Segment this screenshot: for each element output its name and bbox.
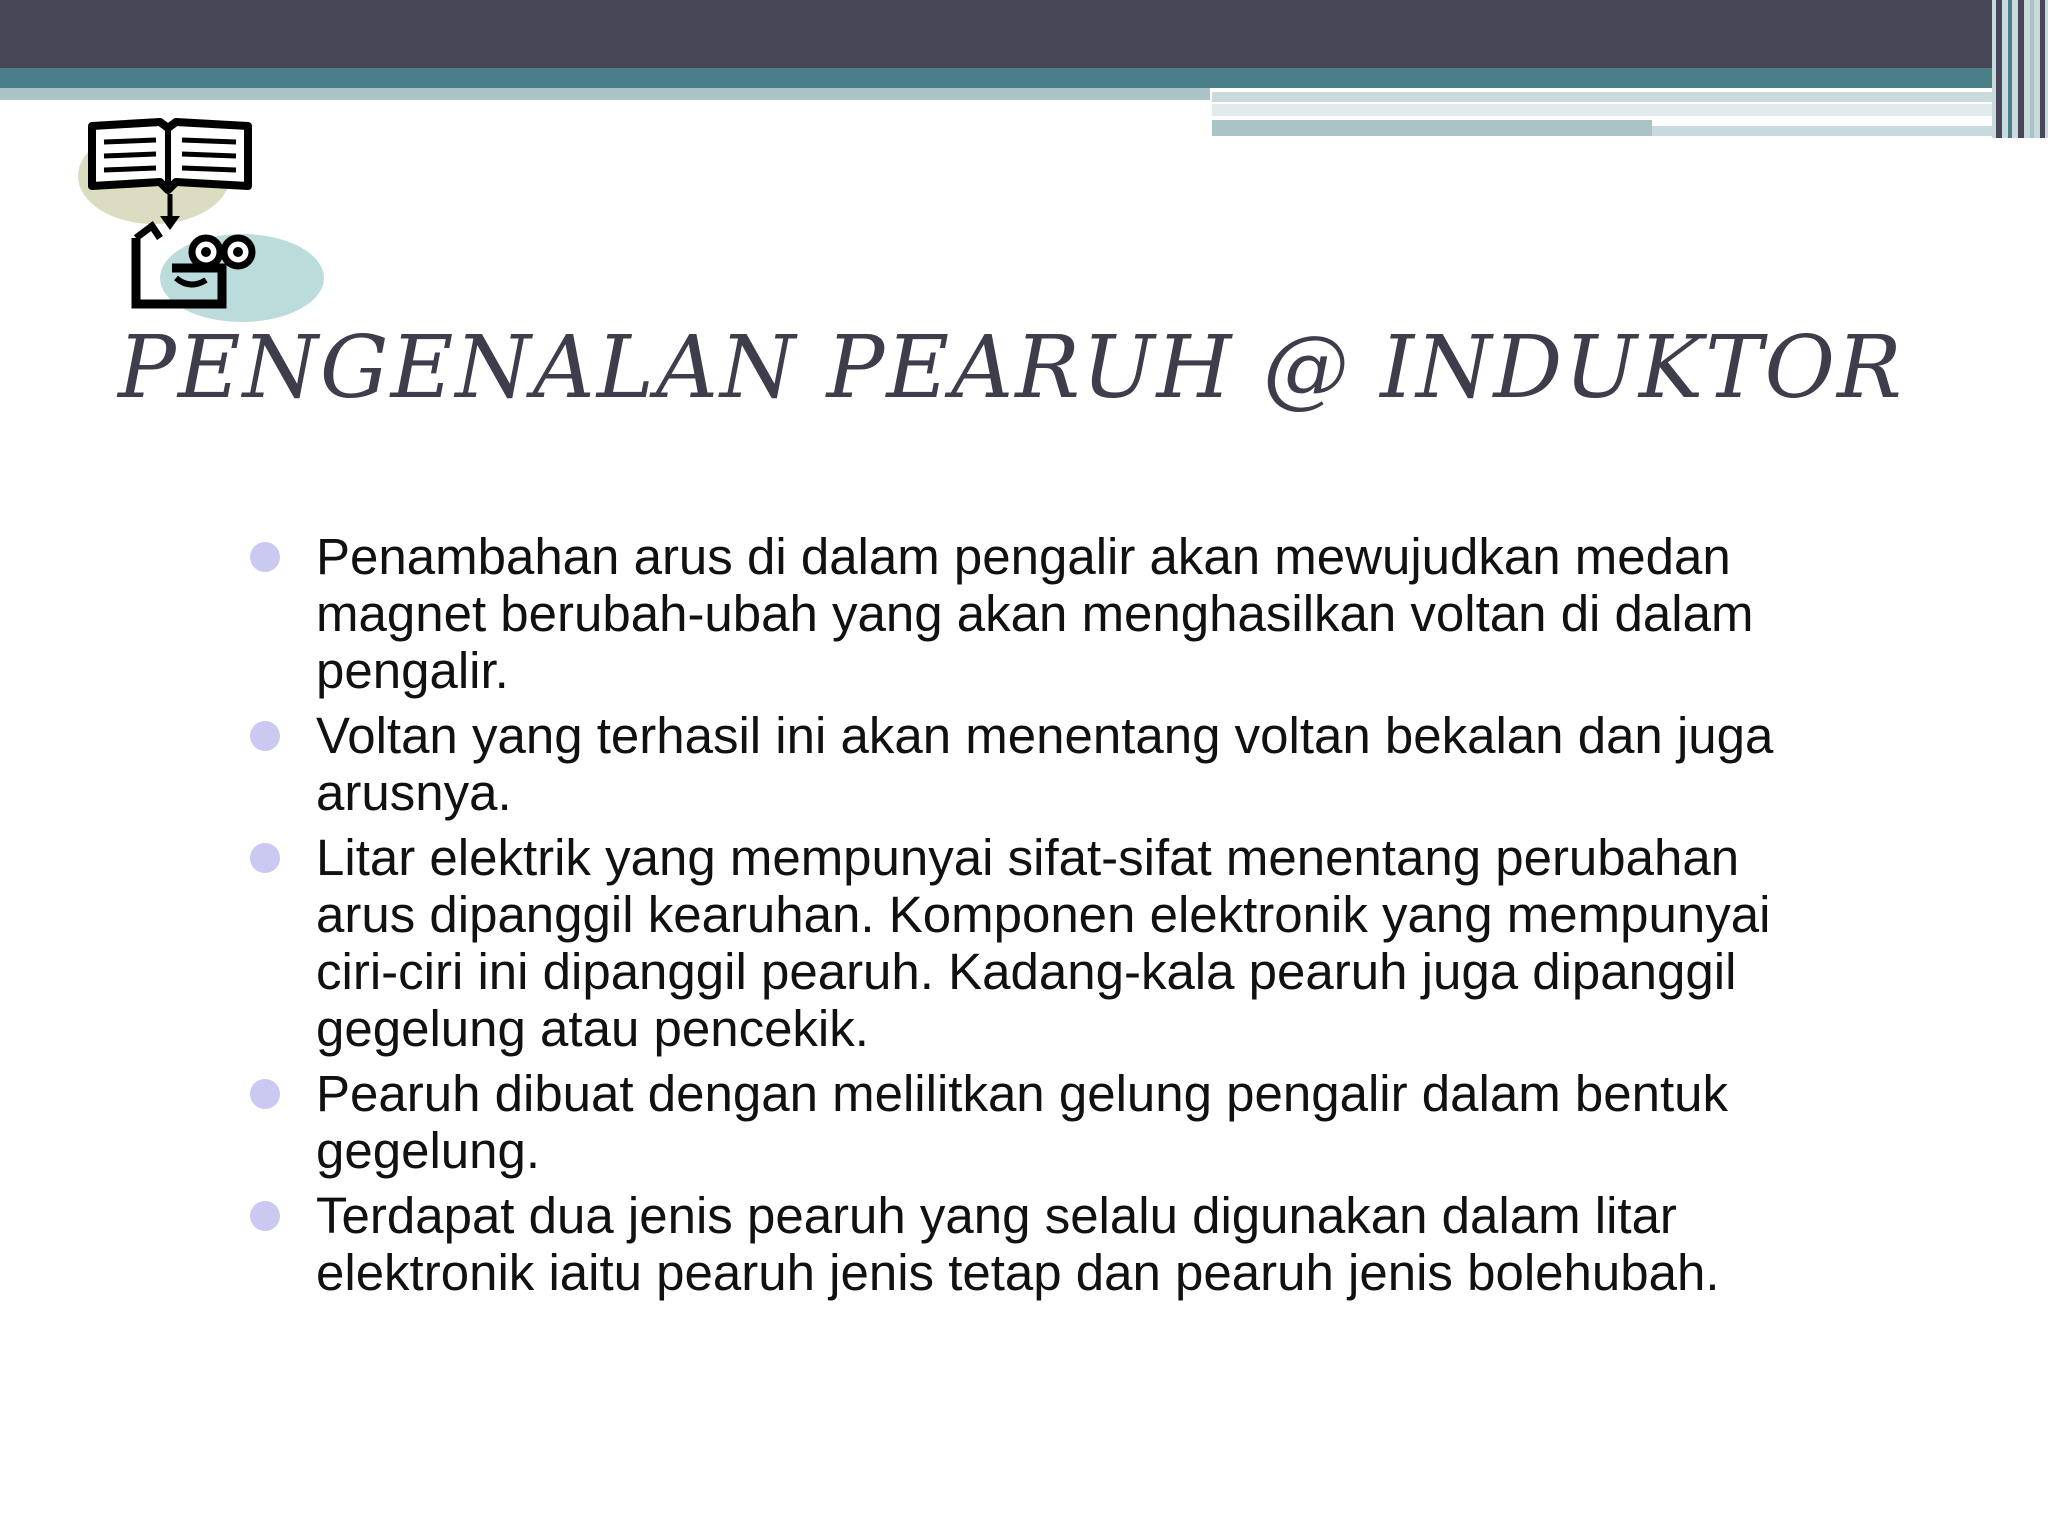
slide-title: PENGENALAN PEARUH @ INDUKTOR: [118, 318, 1904, 418]
circle-bullet-icon: [250, 1201, 280, 1231]
header-band-dark: [0, 0, 2048, 68]
bullet-item: [250, 707, 1810, 821]
book-reader-clipart-icon: [72, 118, 332, 328]
circle-bullet-icon: [250, 721, 280, 751]
header-band-right-3: [1212, 120, 1652, 136]
header-band-light: [0, 88, 1210, 100]
bullet-text: Pearuh dibuat dengan melilitkan gelung pengalir dalam bentuk gegelung.: [316, 1065, 1728, 1179]
header-band-right-1: [1212, 92, 2048, 102]
bullet-item: [250, 528, 1810, 699]
circle-bullet-icon: [250, 1079, 280, 1109]
header-stripes-decoration: [1992, 0, 2048, 138]
bullet-text: Litar elektrik yang mempunyai sifat-sifat menentang perubahan arus dipanggil kearuhan. Komponen elektronik yang mempunyai ciri-ciri ini dipanggil pearuh. Kadang-kala pearuh juga dipanggil gegelung atau pencekik.: [316, 829, 1771, 1057]
header-band-right-2: [1212, 104, 2048, 116]
bullet-text: Terdapat dua jenis pearuh yang selalu digunakan dalam litar elektronik iaitu pearuh jenis tetap dan pearuh jenis bolehubah.: [316, 1187, 1720, 1301]
bullet-text: Voltan yang terhasil ini akan menentang voltan bekalan dan juga arusnya.: [316, 707, 1774, 821]
circle-bullet-icon: [250, 542, 280, 572]
bullet-item: [250, 829, 1810, 1057]
bullet-list: [250, 528, 1810, 1309]
circle-bullet-icon: [250, 843, 280, 873]
bullet-text: Penambahan arus di dalam pengalir akan mewujudkan medan magnet berubah-ubah yang akan menghasilkan voltan di dalam pengalir.: [316, 528, 1754, 699]
bullet-item: [250, 1187, 1810, 1301]
bullet-item: [250, 1065, 1810, 1179]
header-band-teal: [0, 68, 2048, 88]
header-band-right-4: [1652, 126, 2048, 136]
